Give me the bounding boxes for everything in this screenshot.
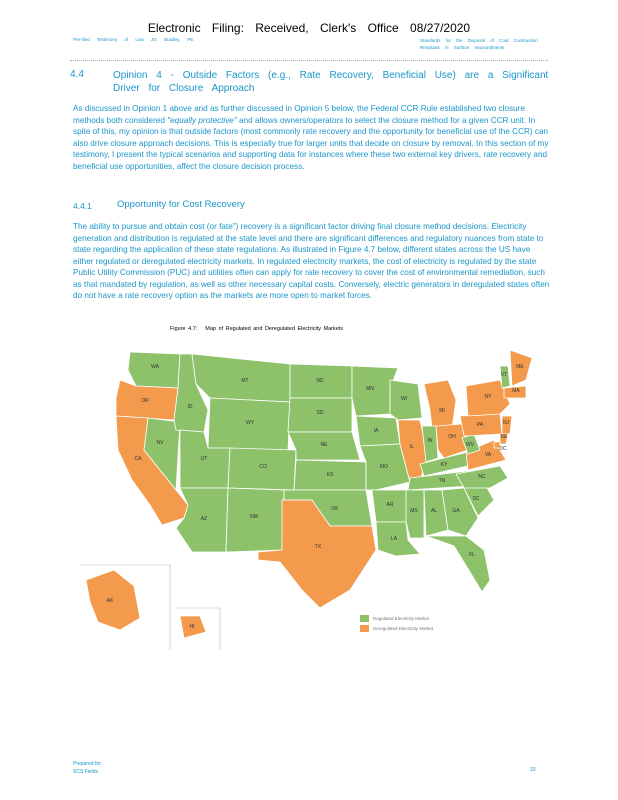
state-label-ar: AR <box>386 502 394 508</box>
state-label-nm: NM <box>250 514 258 520</box>
paragraph-1-emphasis: "equally protective" <box>167 115 237 125</box>
state-label-sc: SC <box>472 496 480 502</box>
legend-label-regulated: Regulated Electricity Market <box>373 615 430 621</box>
figure-caption-text: Map of Regulated and Deregulated Electricity Markets <box>205 326 344 332</box>
state-label-ma: MA <box>512 388 520 394</box>
footer-client: SCS Fields <box>73 769 99 775</box>
state-label-ny: NY <box>484 394 492 400</box>
state-label-tn: TN <box>438 478 446 484</box>
electricity-market-map <box>80 340 540 650</box>
state-label-wi: WI <box>400 396 408 402</box>
state-label-nv: NV <box>156 440 164 446</box>
footer-prepared-for: Prepared for: <box>73 761 103 767</box>
state-label-id: ID <box>187 404 193 410</box>
state-label-ky: KY <box>440 462 448 468</box>
states-layer <box>80 350 532 650</box>
state-label-az: AZ <box>200 516 208 522</box>
legend-swatch-deregulated <box>360 625 369 632</box>
legend-item-deregulated <box>360 623 433 633</box>
state-label-mt: MT <box>241 378 249 384</box>
paragraph-2: The ability to pursue and obtain cost (or fate") recovery is a significant factor driving final closure method decisions. Electricity generation and distribution is regulated at the state level and there are significant differences and regulatory nuances from state to state regarding the application of these state regulations. As illustrated in Figure 4.7 below, different states across the US have either regulated or deregulated electricity markets. In regulated electricity markets, the cost of electricity is regulated by the state Public Utility Commission (PUC) and utilities often can apply for rate recovery to cover the cost of environmental remediation, such as that mandated by regulation, as well as other necessary capital costs. Conversely, electric generators in deregulated states often do not have a rate recovery option as the markets are more open to market forces. <box>73 222 550 300</box>
state-fl <box>426 536 490 592</box>
state-label-ok: OK <box>331 506 339 512</box>
state-label-nc: NC <box>478 474 486 480</box>
state-label-ca: CA <box>134 456 142 462</box>
subsection-title: Opportunity for Cost Recovery <box>117 199 245 210</box>
state-label-mn: MN <box>366 386 374 392</box>
header-right-line2: Residuals in Surface Impoundments <box>420 45 505 50</box>
state-label-or: OR <box>141 398 149 404</box>
state-label-vt: VT <box>500 372 508 378</box>
state-label-ak: AK <box>106 598 114 604</box>
state-label-hi: HI <box>189 624 195 630</box>
state-label-nd: ND <box>316 378 324 384</box>
state-label-ne: NE <box>320 442 328 448</box>
paragraph-1 <box>73 103 551 172</box>
state-label-fl: FL <box>469 552 475 558</box>
state-label-ut: UT <box>200 456 208 462</box>
state-label-nj: NJ <box>502 420 510 426</box>
section-title: Opinion 4 - Outside Factors (e.g., Rate Recovery, Beneficial Use) are a Significant Driver for Closure Approach <box>113 70 549 94</box>
subsection-number: 4.4.1 <box>73 201 92 211</box>
filing-stamp: Electronic Filing: Received, Clerk's Office 08/27/2020 <box>147 21 471 35</box>
state-label-la: LA <box>390 536 398 542</box>
state-label-dc: DC <box>499 446 507 452</box>
header-divider <box>70 60 548 61</box>
state-label-oh: OH <box>448 434 456 440</box>
state-label-il: IL <box>409 444 415 450</box>
header-right-line1: Standards for the Disposal of Coal Combustion <box>420 38 538 43</box>
state-label-ia: IA <box>373 428 379 434</box>
state-label-de: DE <box>500 434 508 440</box>
state-label-va: VA <box>484 452 492 458</box>
state-label-wv: WV <box>465 442 475 448</box>
state-wa <box>128 352 180 388</box>
footer-left <box>73 760 102 776</box>
state-label-in: IN <box>427 438 433 444</box>
state-label-ks: KS <box>326 472 334 478</box>
state-label-al: AL <box>430 508 438 514</box>
header-left-text: Pre-filed Testimony of Lisa JG Bradley, PE <box>73 37 194 42</box>
state-label-ms: MS <box>410 508 418 514</box>
state-label-ga: GA <box>452 508 460 514</box>
paragraph-1-part-c: and allows owners/operators to select the closure method for a given CCR unit. In spite of this, my opinion is that outside factors (most commonly rate recovery and the opportunity for beneficial use of the CCR) can also drive closure approach decisions. This is especially true for larger units that decide on closure by removal. In this section of my testimony, I present the typical scenarios and supporting data for instances where these two external key drivers, rate recovery and beneficial use opportunities, affect the closure decision process. <box>73 115 549 171</box>
state-label-mo: MO <box>379 464 389 470</box>
header-right-text <box>420 37 538 51</box>
paragraph-1-part-a: As discussed in Opinion 1 above and as further discussed in Opinion 5 below, the Federal CCR Rule established two closure methods both considered <box>73 104 525 125</box>
state-label-wy: WY <box>245 420 255 426</box>
state-label-wa: WA <box>151 364 159 370</box>
state-label-me: ME <box>516 364 524 370</box>
legend-item-regulated <box>360 613 433 623</box>
state-nm <box>226 488 284 552</box>
state-ms <box>406 490 424 538</box>
state-label-co: CO <box>259 464 267 470</box>
map-legend <box>360 613 433 633</box>
state-label-pa: PA <box>476 422 484 428</box>
state-label-mi: MI <box>439 408 445 414</box>
page-number: 33 <box>530 767 536 773</box>
figure-label: Figure 4.7: <box>170 326 198 332</box>
state-label-tx: TX <box>314 544 322 550</box>
figure-caption <box>170 326 351 332</box>
legend-label-deregulated: Deregulated Electricity Market <box>373 625 434 631</box>
section-number: 4.4 <box>70 69 84 80</box>
state-label-sd: SD <box>316 410 324 416</box>
state-mi <box>424 380 456 428</box>
legend-swatch-regulated <box>360 615 369 622</box>
